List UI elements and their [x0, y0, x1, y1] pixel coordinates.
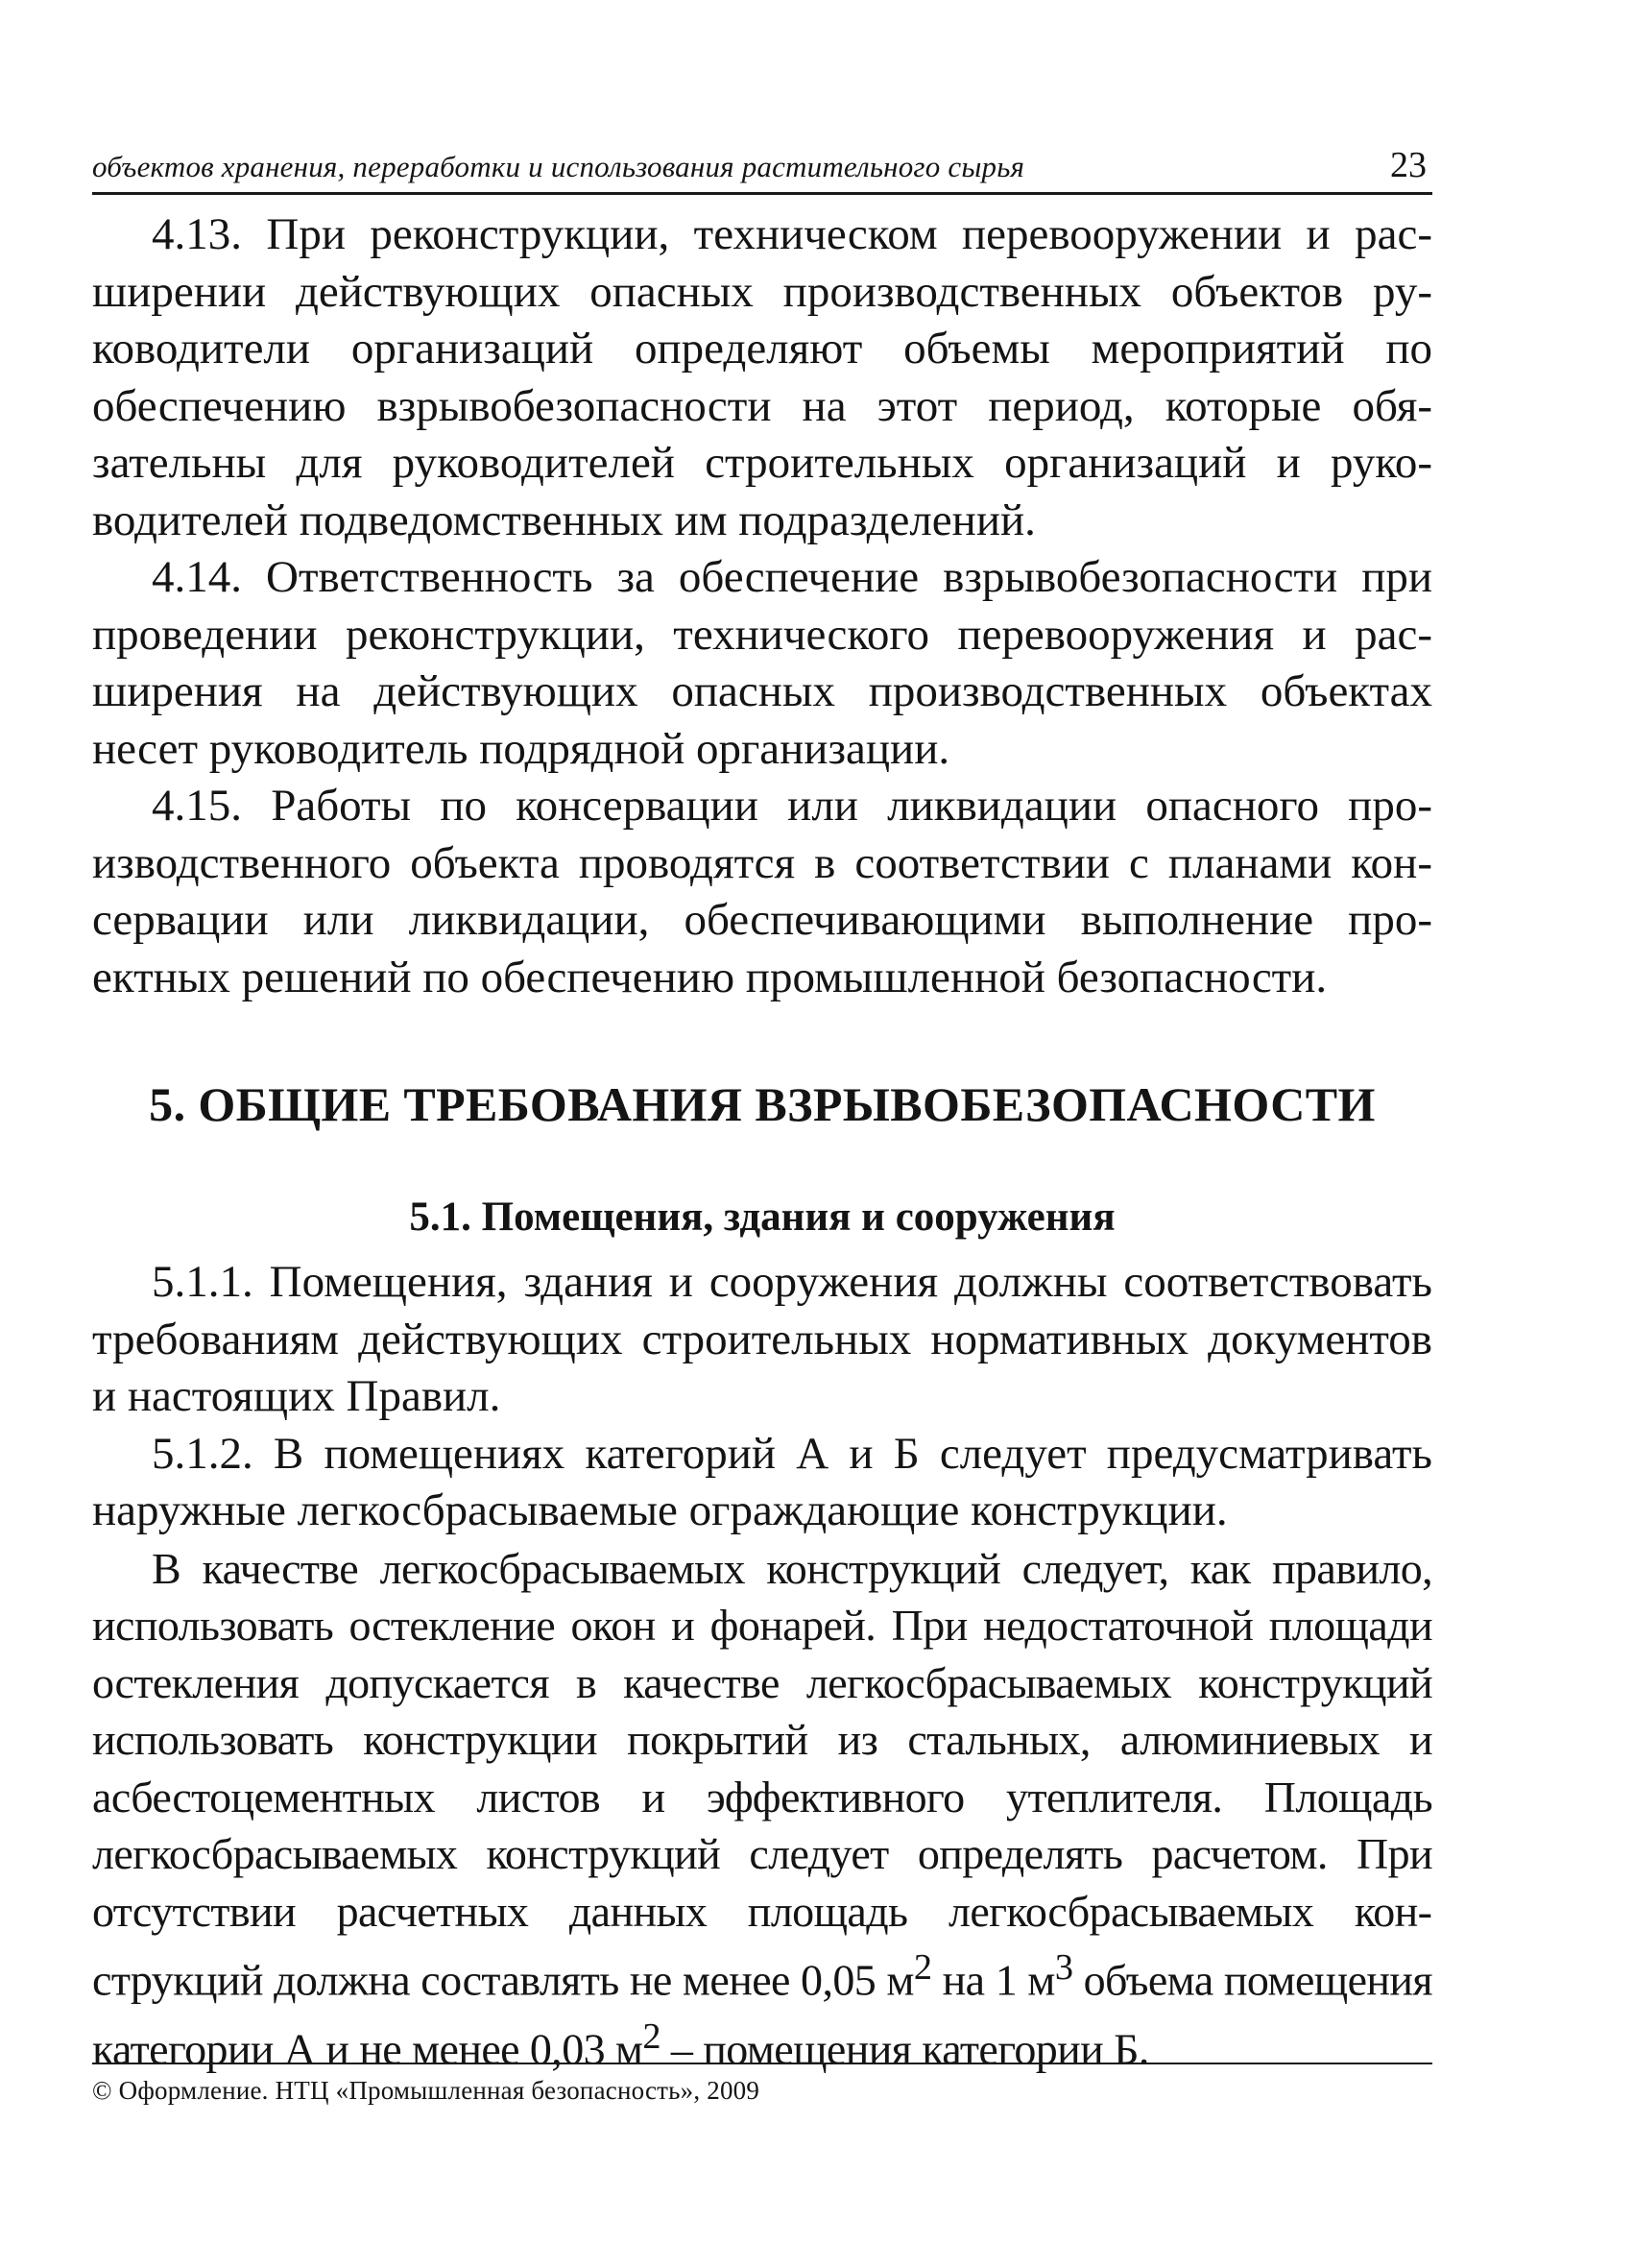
running-title: объектов хранения, переработки и использования растительного сырья	[92, 150, 1025, 183]
paragraph-text-part: на 1 м	[931, 1955, 1055, 2005]
subsection-heading: 5.1. Помещения, здания и сооружения	[409, 1194, 1116, 1240]
paragraph-text-part: – помещения категории Б.	[660, 2024, 1149, 2074]
paragraph-text-part: объема помещения категории А и не менее 0,03 м	[92, 1955, 1432, 2074]
paragraph-text-part: В качестве легкосбрасываемых конструкций следует, как правило, использовать остекление окон и фонарей. При недостаточной площади остекления допускается в качестве легкосбрасываемых конструкций использовать конструкции покрытий из стальных, алюминиевых и асбестоцементных листов и эффективного утеплителя. Площадь легкосбрасываемых конструкций следует определять расчетом. При отсутствии расчетных данных площадь легкосбрасываемых конструкций должна составлять не менее 0,05 м	[92, 1543, 1432, 2005]
paragraph-light-constructions	[92, 1540, 1432, 2078]
footer-divider	[92, 2063, 1432, 2064]
paragraph-5-1-2: 5.1.2. В помещениях категорий А и Б следует предусматривать наружные легкосбрасываемые ограждающие конструкции.	[92, 1428, 1432, 1535]
paragraph-4-14: 4.14. Ответственность за обеспечение взрывобезопасности при проведении реконструкции, технического перевооружения и расширения на действующих опасных производственных объектах несет руководитель подрядной организации.	[92, 552, 1432, 774]
section-heading: 5. ОБЩИЕ ТРЕБОВАНИЯ ВЗРЫВОБЕЗОПАСНОСТИ	[149, 1077, 1376, 1131]
paragraph-4-15: 4.15. Работы по консервации или ликвидации опасного производственного объекта проводятся в соответствии с планами консервации или ликвидации, обеспечивающими выполнение проектных решений по обеспечению промышленной безопасности.	[92, 781, 1432, 1002]
paragraph-4-13: 4.13. При реконструкции, техническом перевооружении и расширении действующих опасных производственных объектов руководители организаций определяют объемы мероприятий по обеспечению взрывобезопасности на этот период, которые обязательны для руководителей строительных организаций и руководителей подведомственных им подразделений.	[92, 209, 1432, 545]
page-number: 23	[1390, 145, 1427, 185]
paragraph-5-1-1: 5.1.1. Помещения, здания и сооружения должны соответствовать требованиям действующих строительных нормативных документов и настоящих Правил.	[92, 1257, 1432, 1421]
footer-copyright: © Оформление. НТЦ «Промышленная безопасность», 2009	[92, 2076, 760, 2105]
superscript-exponent: 3	[1054, 1947, 1073, 1988]
body-text	[92, 206, 1432, 2078]
superscript-exponent: 2	[913, 1947, 932, 1988]
running-header	[92, 146, 1432, 195]
superscript-exponent: 2	[642, 2015, 660, 2057]
